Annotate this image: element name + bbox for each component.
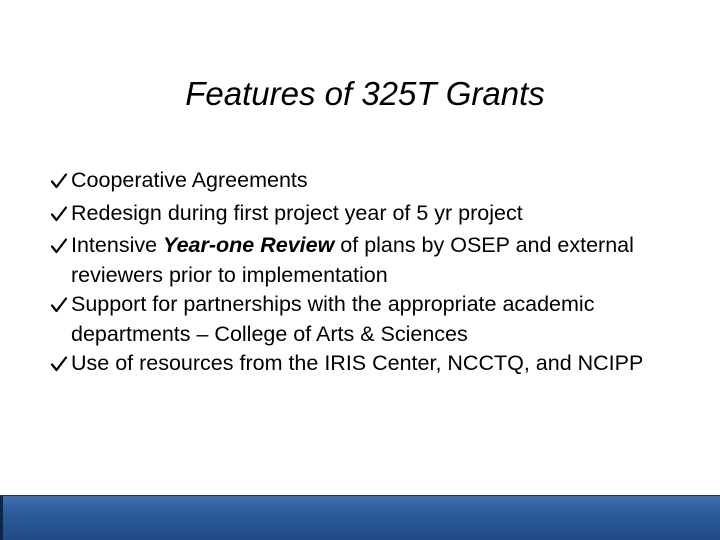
list-item-text: Cooperative Agreements	[71, 168, 308, 192]
list-item	[50, 231, 710, 290]
slide-title: Features of 325T Grants	[185, 75, 545, 112]
list-item	[50, 199, 710, 229]
list-item-text: Support for partnerships with the appropriate academic departments – College of Arts & Sciences	[71, 292, 595, 346]
list-item	[50, 166, 710, 196]
check-icon	[50, 237, 68, 255]
check-icon	[50, 205, 68, 223]
check-icon	[50, 296, 68, 314]
footer-divider	[0, 496, 3, 540]
check-icon	[50, 355, 68, 373]
footer-bar	[0, 495, 720, 540]
year-one-review-emphasis: Year-one Review	[163, 233, 335, 257]
list-item-text: Redesign during first project year of 5 yr project	[71, 200, 523, 225]
list-item-text-before: Intensive	[71, 233, 164, 257]
list-item	[50, 290, 710, 349]
feature-list	[50, 166, 710, 379]
list-item-text-after: of plans by OSEP and external reviewers prior to implementation	[71, 233, 634, 287]
list-item	[50, 349, 710, 379]
check-icon	[50, 172, 68, 190]
list-item-text: Use of resources from the IRIS Center, NCCTQ, and NCIPP	[71, 351, 644, 375]
